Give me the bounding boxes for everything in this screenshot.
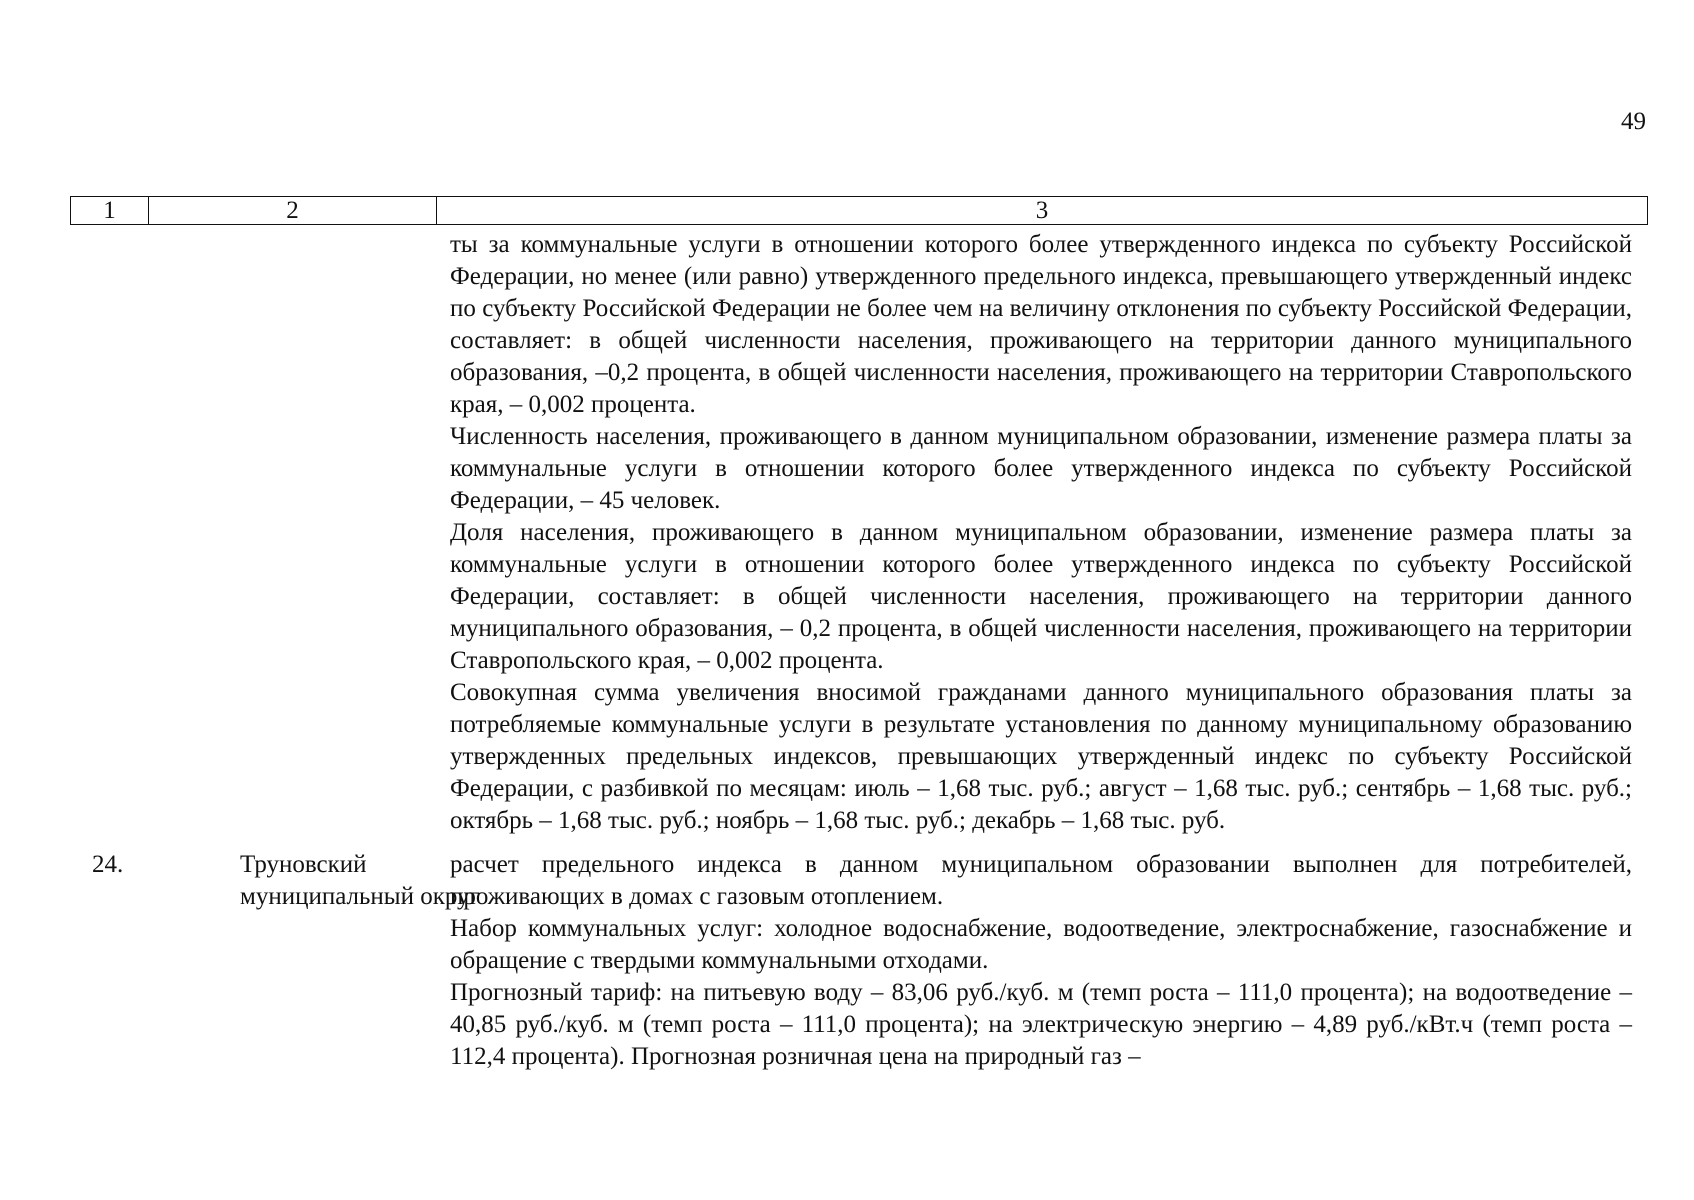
paragraph: Прогнозный тариф: на питьевую воду – 83,06 руб./куб. м (темп роста – 111,0 процента); на водоотведение – 40,85 руб./куб. м (темп роста – 111,0 процента); на электрическую энергию – 4,89 руб./кВт.ч (темп роста – 112,4 процента). Прогнозная розничная цена на природный газ – [450, 979, 1632, 1070]
paragraph: Численность населения, проживающего в данном муниципальном образовании, изменение размера платы за коммунальные услуги в отношении которого более утвержденного индекса по субъекту Российской Федерации, – 45 человек. [450, 423, 1632, 514]
header-col-3: 3 [1035, 197, 1049, 224]
row-entity [148, 849, 480, 913]
table-header-row [70, 196, 1648, 225]
table-body [70, 229, 1648, 1073]
paragraph: расчет предельного индекса в данном муниципальном образовании выполнен для потребителей, проживающих в домах с газовым отоплением. [450, 851, 1632, 910]
page-number: 49 [1621, 108, 1646, 135]
row-number: 24. [92, 851, 124, 878]
row-description [436, 229, 1648, 837]
paragraph: ты за коммунальные услуги в отношении которого более утвержденного индекса по субъекту Российской Федерации, но менее (или равно) утвержденного предельного индекса, превышающего утвержденный индекс по субъекту Российской Федерации не более чем на величину отклонения по субъекту Российской Федерации, составляет: в общей численности населения, проживающего на территории данного муниципального образования, –0,2 процента, в общей численности населения, проживающего на территории Ставропольского края, – 0,002 процента. [450, 231, 1632, 418]
row-description [436, 849, 1648, 1073]
municipality-name: Труновский муниципальный округ [240, 851, 480, 910]
paragraph: Доля населения, проживающего в данном муниципальном образовании, изменение размера платы за коммунальные услуги в отношении которого более утвержденного индекса по субъекту Российской Федерации, составляет: в общей численности населения, проживающего на территории данного муниципального образования, – 0,2 процента, в общей численности населения, проживающего на территории Ставропольского края, – 0,002 процента. [450, 519, 1632, 674]
paragraph: Совокупная сумма увеличения вносимой гражданами данного муниципального образования платы за потребляемые коммунальные услуги в результате установления по данному муниципальному образованию утвержденных предельных индексов, превышающих утвержденный индекс по субъекту Российской Федерации, с разбивкой по месяцам: июль – 1,68 тыс. руб.; август – 1,68 тыс. руб.; сентябрь – 1,68 тыс. руб.; октябрь – 1,68 тыс. руб.; ноябрь – 1,68 тыс. руб.; декабрь – 1,68 тыс. руб. [450, 679, 1632, 834]
header-col-2: 2 [149, 197, 437, 224]
header-col-1: 1 [71, 197, 149, 224]
paragraph: Набор коммунальных услуг: холодное водоснабжение, водоотведение, электроснабжение, газоснабжение и обращение с твердыми коммунальными отходами. [450, 915, 1632, 974]
table-row [70, 849, 1648, 1073]
table-row [70, 229, 1648, 837]
